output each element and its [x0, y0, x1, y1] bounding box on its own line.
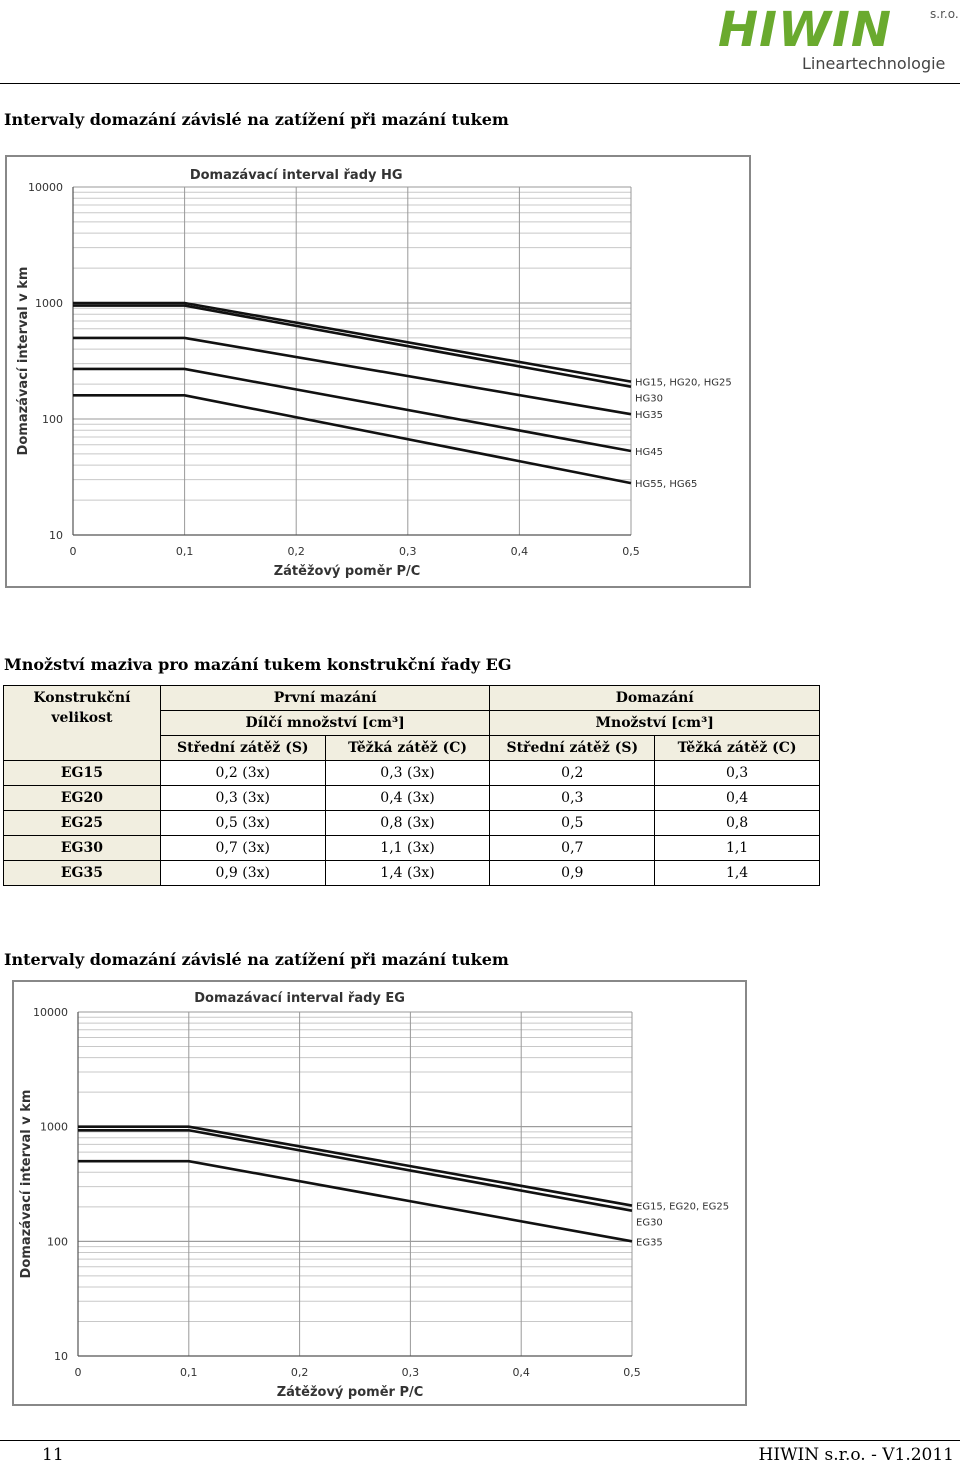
- table-cell: 0,4: [655, 786, 820, 811]
- table-row: [4, 761, 820, 786]
- chart-title: Domazávací interval řady EG: [194, 991, 405, 1006]
- series-label: EG30: [636, 1217, 663, 1229]
- series-label: HG15, HG20, HG25: [635, 377, 732, 389]
- chart-title: Domazávací interval řady HG: [189, 168, 403, 183]
- table-cell: 0,2 (3x): [160, 761, 325, 786]
- table-row: [4, 861, 820, 886]
- logo-wordmark: HIWIN: [718, 2, 893, 58]
- table-cell: 0,4 (3x): [325, 786, 490, 811]
- y-tick-label: 10000: [33, 1006, 68, 1019]
- x-tick-label: 0,3: [401, 1366, 420, 1379]
- logo-sro: s.r.o.: [930, 7, 959, 21]
- row-label: EG20: [4, 786, 161, 811]
- x-tick-label: 0,1: [175, 545, 194, 558]
- group-header-relube: Domazání: [490, 686, 820, 711]
- table-cell: 1,1: [655, 836, 820, 861]
- table-cell: 0,5 (3x): [160, 811, 325, 836]
- group-header-first-lube: První mazání: [160, 686, 490, 711]
- x-tick-label: 0,5: [623, 1366, 641, 1379]
- sub-header-quantity: Množství [cm³]: [490, 711, 820, 736]
- table-cell: 0,7: [490, 836, 655, 861]
- table-cell: 1,4: [655, 861, 820, 886]
- y-tick-label: 10: [49, 529, 63, 542]
- table-row: [4, 811, 820, 836]
- hiwin-logo: [718, 2, 958, 76]
- lubricant-quantity-table: [3, 685, 820, 886]
- series-line: [78, 1130, 632, 1210]
- series-line: [73, 395, 631, 483]
- x-tick-label: 0,2: [287, 545, 305, 558]
- table-cell: 1,4 (3x): [325, 861, 490, 886]
- footer-company-version: HIWIN s.r.o. - V1.2011: [758, 1445, 954, 1465]
- x-tick-label: 0: [69, 545, 77, 558]
- table-cell: 0,5: [490, 811, 655, 836]
- section-heading-eg-quantity: Množství maziva pro mazání tukem konstrukční řady EG: [4, 655, 512, 674]
- x-axis-label: Zátěžový poměr P/C: [273, 564, 421, 579]
- col-header: Střední zátěž (S): [160, 736, 325, 761]
- col-header: Střední zátěž (S): [490, 736, 655, 761]
- x-tick-label: 0,2: [290, 1366, 309, 1379]
- x-tick-label: 0,3: [399, 545, 417, 558]
- row-label: EG15: [4, 761, 161, 786]
- y-tick-label: 1000: [35, 297, 63, 310]
- y-tick-label: 10: [54, 1350, 68, 1363]
- y-tick-label: 1000: [40, 1120, 68, 1134]
- x-tick-label: 0,4: [510, 545, 529, 558]
- table-cell: 0,3 (3x): [160, 786, 325, 811]
- table-cell: 0,7 (3x): [160, 836, 325, 861]
- chart-hg-relubrication: [5, 155, 751, 588]
- sub-header-partial-quantity: Dílčí množství [cm³]: [160, 711, 490, 736]
- y-tick-label: 10000: [28, 181, 63, 194]
- section-heading-hg: Intervaly domazání závislé na zatížení při mazání tukem: [4, 110, 509, 129]
- table-cell: 0,2: [490, 761, 655, 786]
- series-label: EG35: [636, 1237, 663, 1249]
- table-cell: 1,1 (3x): [325, 836, 490, 861]
- y-axis-label: Domazávací interval v km: [19, 1089, 34, 1279]
- x-tick-label: 0,1: [180, 1366, 198, 1379]
- table-cell: 0,3: [655, 761, 820, 786]
- y-axis-label: Domazávací interval v km: [16, 266, 31, 456]
- chart-hg-svg: [7, 157, 749, 586]
- table-cell: 0,9: [490, 861, 655, 886]
- y-tick-label: 100: [42, 413, 63, 426]
- table-corner-header: Konstrukční velikost: [4, 686, 161, 761]
- table-cell: 0,9 (3x): [160, 861, 325, 886]
- series-line: [73, 369, 631, 451]
- col-header: Těžká zátěž (C): [325, 736, 490, 761]
- section-heading-eg: Intervaly domazání závislé na zatížení při mazání tukem: [4, 950, 509, 969]
- table-cell: 0,8 (3x): [325, 811, 490, 836]
- table-cell: 0,3: [490, 786, 655, 811]
- table-cell: 0,8: [655, 811, 820, 836]
- col-header: Těžká zátěž (C): [655, 736, 820, 761]
- series-label: EG15, EG20, EG25: [636, 1201, 730, 1213]
- table-row: [4, 786, 820, 811]
- row-label: EG25: [4, 811, 161, 836]
- series-line: [78, 1127, 632, 1206]
- series-label: HG55, HG65: [635, 479, 698, 491]
- x-axis-label: Zátěžový poměr P/C: [276, 1385, 424, 1400]
- series-line: [73, 306, 631, 387]
- x-tick-label: 0,5: [622, 545, 640, 558]
- chart-eg-relubrication: [12, 980, 747, 1406]
- series-label: HG45: [635, 446, 663, 458]
- table-row: [4, 836, 820, 861]
- footer-rule: [0, 1440, 960, 1441]
- series-label: HG30: [635, 393, 663, 405]
- table-cell: 0,3 (3x): [325, 761, 490, 786]
- y-tick-label: 100: [47, 1235, 68, 1249]
- series-line: [78, 1161, 632, 1241]
- x-tick-label: 0,4: [512, 1366, 530, 1379]
- chart-eg-svg: [14, 982, 745, 1404]
- row-label: EG30: [4, 836, 161, 861]
- x-tick-label: 0: [74, 1366, 82, 1379]
- row-label: EG35: [4, 861, 161, 886]
- series-label: HG35: [635, 410, 663, 422]
- page-number: 11: [42, 1445, 64, 1465]
- logo-subtitle: Lineartechnologie: [802, 54, 946, 73]
- header-rule: [0, 83, 960, 84]
